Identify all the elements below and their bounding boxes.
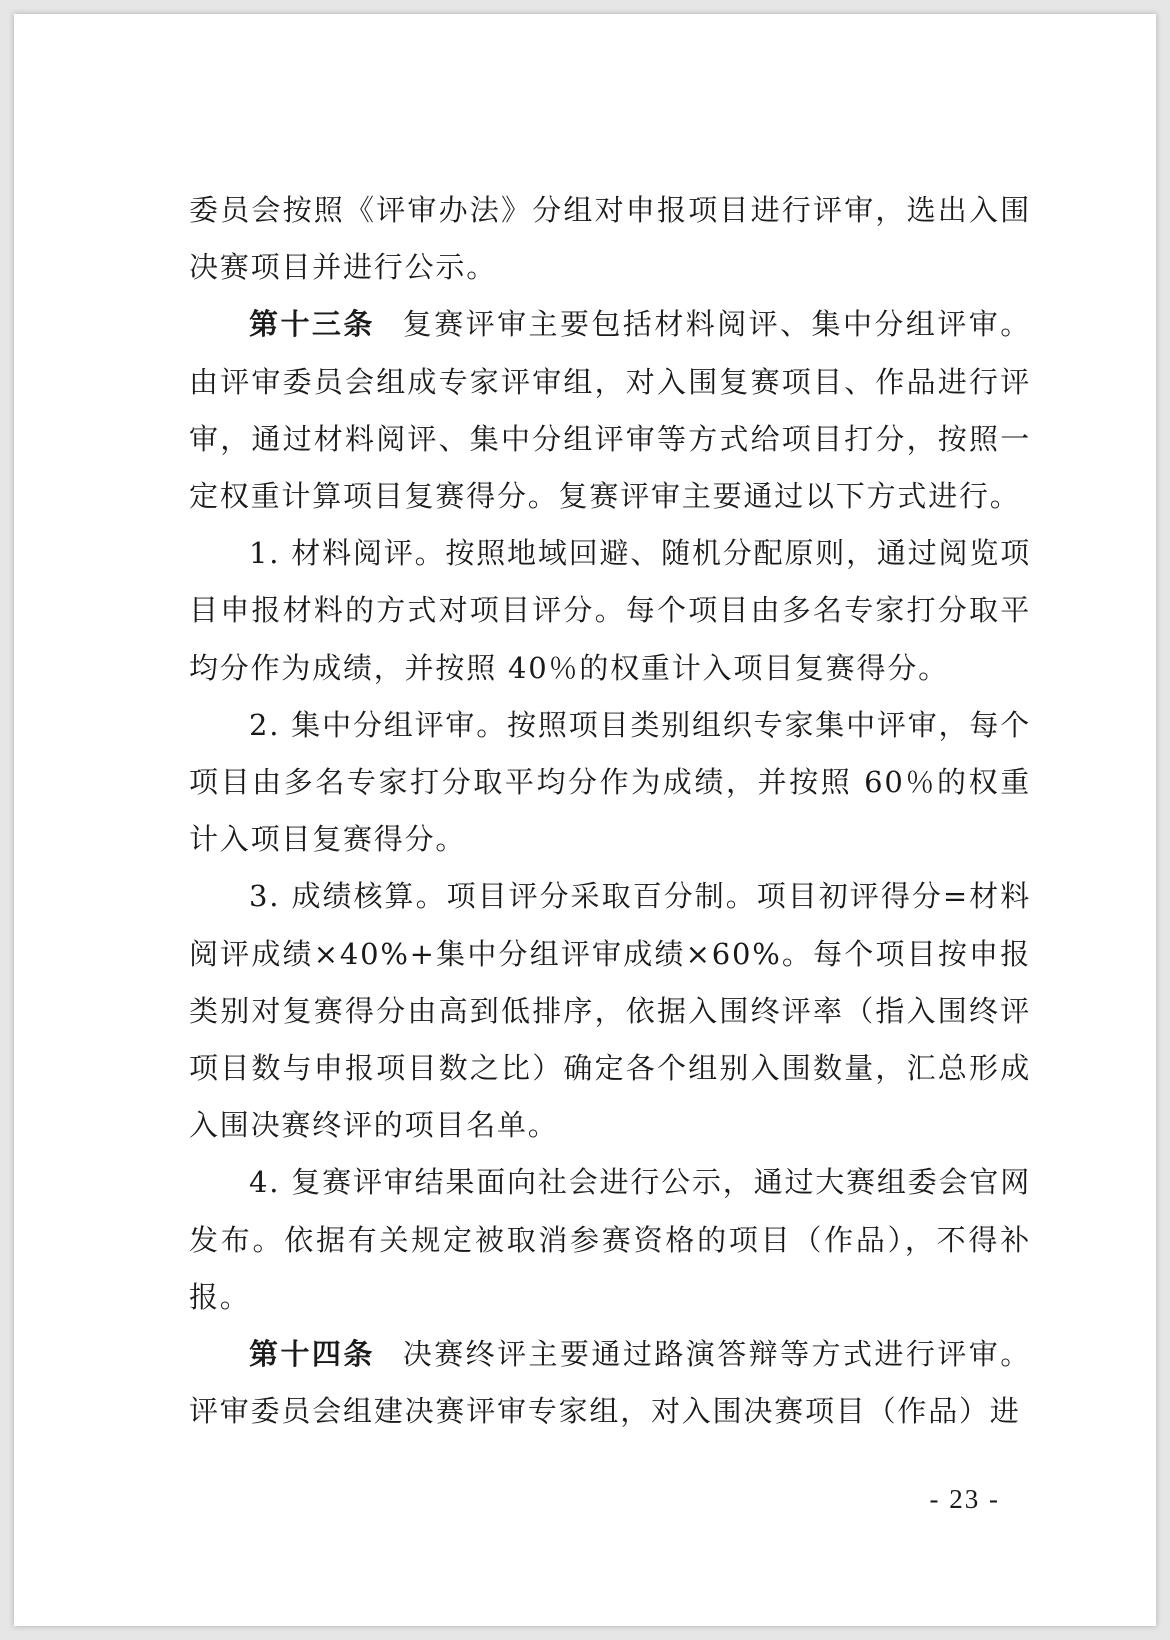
article-paragraph — [189, 1326, 1031, 1440]
paragraph-text: 3. 成绩核算。项目评分采取百分制。项目初评得分=材料阅评成绩×40%+集中分组评审成绩×60%。每个项目按申报类别对复赛得分由高到低排序，依据入围终评率（指入围终评项目数与申报项目数之比）确定各个组别入围数量，汇总形成入围决赛终评的项目名单。 — [189, 879, 1031, 1143]
paragraph-text: 委员会按照《评审办法》分组对申报项目进行评审，选出入围决赛项目并进行公示。 — [189, 193, 1031, 285]
paragraph — [189, 697, 1031, 869]
paragraph-text: 2. 集中分组评审。按照项目类别组织专家集中评审，每个项目由多名专家打分取平均分作为成绩，并按照 60％的权重计入项目复赛得分。 — [189, 707, 1031, 857]
document-body — [189, 182, 1031, 1440]
document-page — [14, 14, 1156, 1626]
paragraph-text: 复赛评审主要包括材料阅评、集中分组评审。由评审委员会组成专家评审组，对入围复赛项目、作品进行评审，通过材料阅评、集中分组评审等方式给项目打分，按照一定权重计算项目复赛得分。复赛评审主要通过以下方式进行。 — [189, 307, 1031, 514]
paragraph-text: 1. 材料阅评。按照地域回避、随机分配原则，通过阅览项目申报材料的方式对项目评分。每个项目由多名专家打分取平均分作为成绩，并按照 40％的权重计入项目复赛得分。 — [189, 536, 1031, 685]
article-label: 第十四条 — [249, 1337, 375, 1372]
page-number: - 23 - — [929, 1484, 1000, 1514]
paragraph-text: 4. 复赛评审结果面向社会进行公示，通过大赛组委会官网发布。依据有关规定被取消参赛资格的项目（作品），不得补报。 — [189, 1165, 1031, 1314]
paragraph — [189, 182, 1031, 296]
article-label: 第十三条 — [249, 307, 375, 342]
paragraph — [189, 1154, 1031, 1326]
paragraph — [189, 868, 1031, 1154]
paragraph-text: 决赛终评主要通过路演答辩等方式进行评审。评审委员会组建决赛评审专家组，对入围决赛项目（作品）进 — [189, 1337, 1031, 1429]
article-paragraph — [189, 296, 1031, 525]
paragraph — [189, 525, 1031, 697]
